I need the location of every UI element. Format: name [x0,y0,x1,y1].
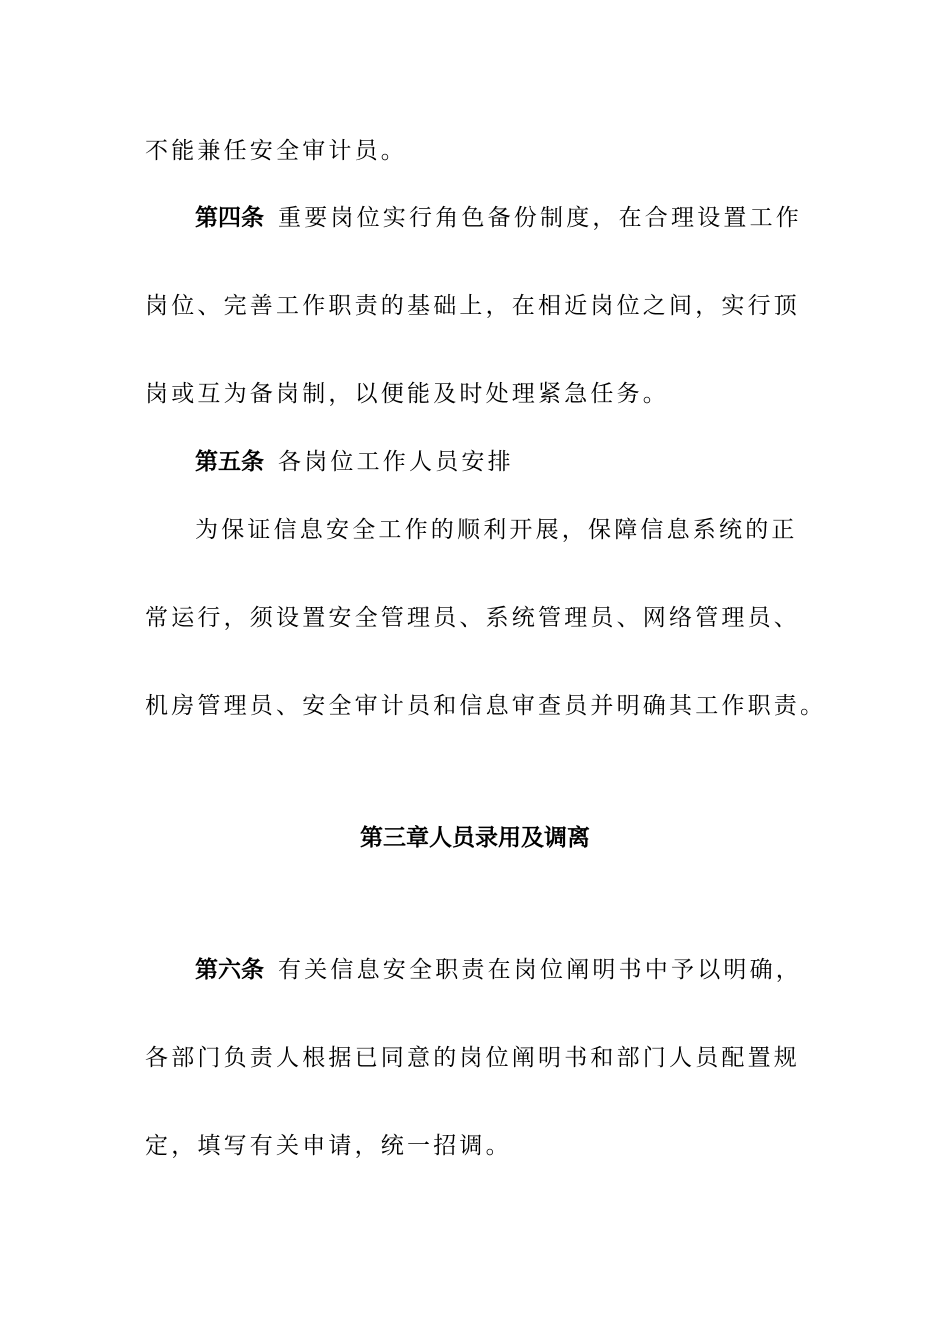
article-label: 第五条 [195,449,264,475]
paragraph-line: 常运行，须设置安全管理员、系统管理员、网络管理员、 [145,605,800,631]
article-label: 第四条 [195,205,264,231]
article-text: 各岗位工作人员安排 [278,449,514,475]
paragraph-line: 定，填写有关申请，统一招调。 [145,1133,512,1159]
paragraph-line: 机房管理员、安全审计员和信息审查员并明确其工作职责。 [145,693,827,719]
article-6-line [195,955,802,985]
article-text: 重要岗位实行角色备份制度，在合理设置工作 [278,205,802,231]
paragraph-line: 各部门负责人根据已同意的岗位阐明书和部门人员配置规 [145,1045,800,1071]
chapter-title: 第三章人员录用及调离 [360,825,590,851]
article-label: 第六条 [195,957,264,983]
paragraph-line: 岗位、完善工作职责的基础上，在相近岗位之间，实行顶 [145,293,800,319]
paragraph-line: 岗或互为备岗制，以便能及时处理紧急任务。 [145,381,669,407]
paragraph-line: 为保证信息安全工作的顺利开展，保障信息系统的正 [195,517,798,543]
article-4-line [195,203,802,233]
article-5-line [195,447,514,477]
article-text: 有关信息安全职责在岗位阐明书中予以明确， [278,957,802,983]
paragraph-line: 不能兼任安全审计员。 [145,138,407,164]
